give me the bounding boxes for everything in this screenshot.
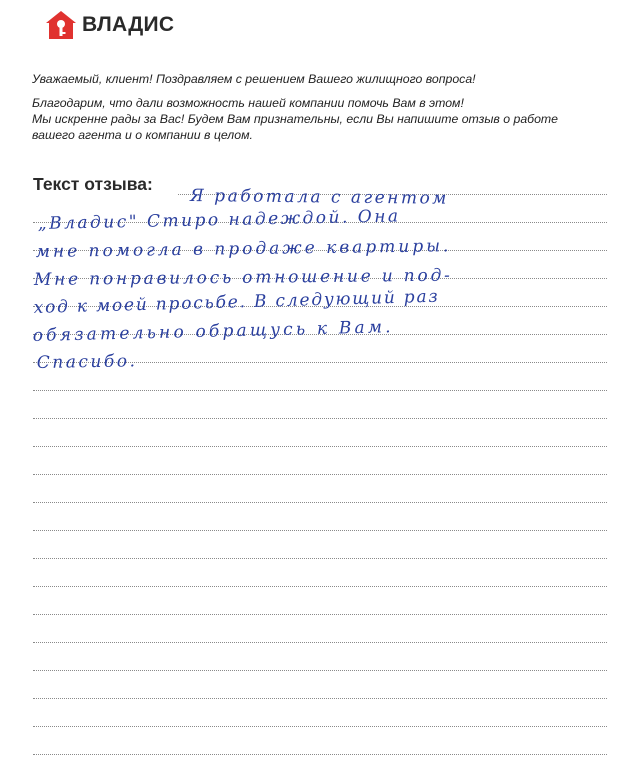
writing-line [33,474,607,475]
handwritten-line: Мне понравилось отношение и под- [33,265,453,290]
writing-line [33,642,607,643]
writing-line [33,586,607,587]
handwritten-line: „Владис" Стиро надеждой. Она [37,206,401,234]
writing-line [33,502,607,503]
handwritten-line: Я работала с агентом [190,186,449,209]
handwritten-line: ход к моей просьбе. В следующий раз [33,286,440,318]
writing-line [33,670,607,671]
handwritten-line: обязательно обращусь к Вам. [32,317,395,346]
intro-line: вашего агента и о компании в целом. [32,128,253,142]
writing-line [33,754,607,755]
writing-line [33,698,607,699]
intro-line: Мы искренне рады за Вас! Будем Вам признательны, если Вы напишите отзыв о работе [32,112,559,126]
writing-line [33,446,607,447]
writing-line [33,390,607,391]
handwritten-line: Спасибо. [36,351,138,373]
handwritten-line: мне помогла в продаже квартиры. [35,236,452,262]
writing-line [33,614,607,615]
writing-line [33,558,607,559]
writing-line [33,726,607,727]
brand-name: ВЛАДИС [82,13,175,36]
writing-line [33,418,607,419]
writing-line [33,530,607,531]
intro-line: Благодарим, что дали возможность нашей компании помочь Вам в этом! [32,96,464,110]
review-label: Текст отзыва: [33,174,153,194]
intro-line: Уважаемый, клиент! Поздравляем с решением Вашего жилищного вопроса! [32,72,476,86]
